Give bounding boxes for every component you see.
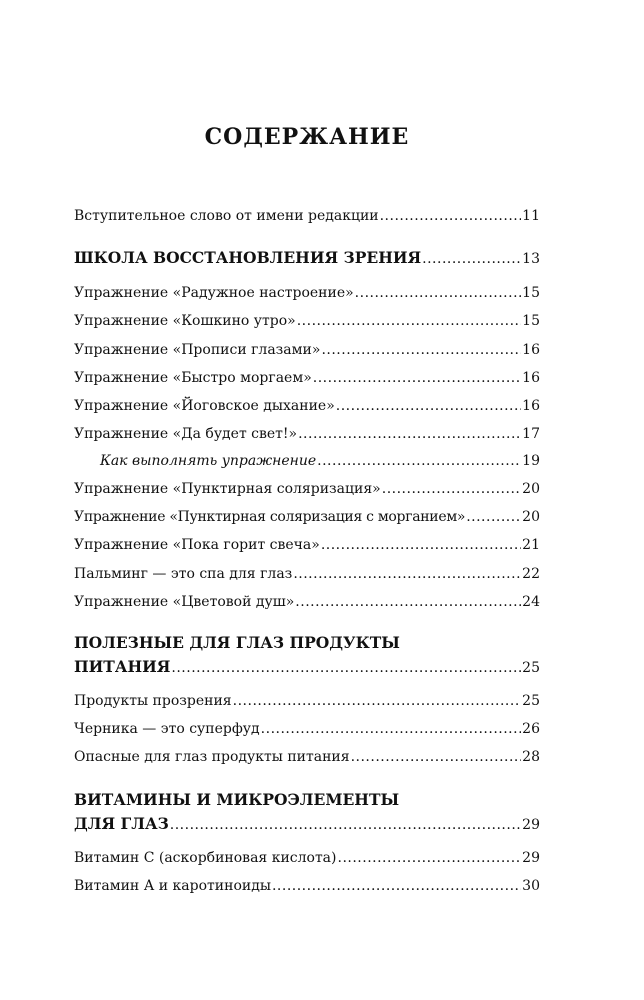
toc-entry-title: Вступительное слово от имени редакции — [74, 208, 379, 224]
dot-leader — [338, 849, 522, 867]
page-title: СОДЕРЖАНИЕ — [204, 124, 410, 150]
toc-entry-page: 25 — [522, 693, 540, 709]
toc-entry-page: 19 — [522, 453, 540, 469]
toc-section-title-line2: ДЛЯ ГЛАЗ — [74, 814, 169, 833]
toc-entry-page: 20 — [522, 509, 540, 525]
toc-entry-page: 29 — [522, 850, 540, 866]
dot-leader — [422, 250, 521, 268]
toc-entry-title: Витамин С (аскорбиновая кислота) — [74, 850, 337, 866]
toc-entry-title: Как выполнять упражнение — [100, 453, 317, 469]
toc-entry[interactable] — [74, 877, 540, 895]
toc-section-heading[interactable] — [74, 249, 540, 268]
toc-section-page: 25 — [522, 660, 540, 676]
toc-entry-title: Упражнение «Цветовой душ» — [74, 594, 295, 610]
dot-leader — [321, 536, 521, 554]
dot-leader — [298, 425, 521, 443]
toc-section-page: 29 — [522, 817, 540, 833]
dot-leader — [380, 207, 522, 225]
toc-entry[interactable] — [74, 397, 540, 415]
dot-leader — [466, 508, 521, 526]
toc-entry[interactable] — [74, 536, 540, 554]
toc-entry[interactable] — [74, 508, 540, 526]
toc-entry-page: 16 — [522, 398, 540, 414]
dot-leader — [321, 341, 521, 359]
toc-entry[interactable] — [74, 425, 540, 443]
toc-entry-page: 17 — [522, 426, 540, 442]
toc-entry[interactable] — [74, 593, 540, 611]
toc-entry-title: Упражнение «Прописи глазами» — [74, 342, 321, 358]
toc-entry[interactable] — [74, 312, 540, 330]
toc-entry-page: 22 — [522, 566, 540, 582]
toc-entry-page: 21 — [522, 537, 540, 553]
dot-leader — [272, 877, 521, 895]
toc-entry[interactable] — [74, 341, 540, 359]
toc-entry-intro[interactable] — [74, 207, 540, 225]
toc-section-heading[interactable] — [74, 658, 540, 677]
toc-entry-title: Витамин А и каротиноиды — [74, 878, 271, 894]
toc-entry-page: 15 — [522, 285, 540, 301]
toc-entry[interactable] — [74, 480, 540, 498]
toc-entry-page: 16 — [522, 342, 540, 358]
toc-entry-page: 26 — [522, 721, 540, 737]
dot-leader — [171, 659, 521, 677]
dot-leader — [355, 284, 522, 302]
dot-leader — [297, 312, 521, 330]
dot-leader — [261, 720, 522, 738]
dot-leader — [233, 692, 522, 710]
dot-leader — [317, 452, 521, 470]
toc-section-title-line2: ПИТАНИЯ — [74, 657, 171, 676]
toc-entry-page: 24 — [522, 594, 540, 610]
toc-section-title-line1[interactable]: ПОЛЕЗНЫЕ ДЛЯ ГЛАЗ ПРОДУКТЫ — [74, 633, 400, 652]
toc-entry-title: Упражнение «Да будет свет!» — [74, 426, 298, 442]
toc-entry-title: Упражнение «Пунктирная соляризация» — [74, 481, 381, 497]
toc-entry-title: Продукты прозрения — [74, 693, 232, 709]
toc-entry-page: 11 — [522, 208, 540, 224]
toc-entry-title: Упражнение «Кошкино утро» — [74, 313, 296, 329]
toc-entry-page: 16 — [522, 370, 540, 386]
toc-entry[interactable] — [74, 369, 540, 387]
dot-leader — [313, 369, 521, 387]
toc-section-title: ШКОЛА ВОССТАНОВЛЕНИЯ ЗРЕНИЯ — [74, 248, 422, 267]
dot-leader — [295, 593, 521, 611]
toc-section-title-line1[interactable]: ВИТАМИНЫ И МИКРОЭЛЕМЕНТЫ — [74, 790, 400, 809]
toc-entry[interactable] — [74, 748, 540, 766]
toc-entry-page: 15 — [522, 313, 540, 329]
toc-entry[interactable] — [74, 565, 540, 583]
toc-entry-title: Упражнение «Быстро моргаем» — [74, 370, 312, 386]
toc-entry[interactable] — [74, 284, 540, 302]
toc-entry-page: 28 — [522, 749, 540, 765]
toc-entry-title: Упражнение «Радужное настроение» — [74, 285, 354, 301]
toc-entry-title: Упражнение «Йоговское дыхание» — [74, 398, 335, 414]
dot-leader — [336, 397, 521, 415]
dot-leader — [293, 565, 521, 583]
toc-subentry[interactable] — [74, 452, 540, 470]
toc-entry-title: Опасные для глаз продукты питания — [74, 749, 350, 765]
toc-section-page: 13 — [522, 251, 540, 267]
toc-entry-title: Черника — это суперфуд — [74, 721, 260, 737]
toc-entry[interactable] — [74, 849, 540, 867]
toc-entry-page: 30 — [522, 878, 540, 894]
toc-page — [74, 0, 540, 1000]
toc-entry-title: Упражнение «Пунктирная соляризация с морганием» — [74, 509, 466, 525]
toc-entry[interactable] — [74, 692, 540, 710]
dot-leader — [351, 748, 522, 766]
dot-leader — [382, 480, 521, 498]
toc-entry-title: Пальминг — это спа для глаз — [74, 566, 293, 582]
dot-leader — [170, 816, 521, 834]
toc-entry[interactable] — [74, 720, 540, 738]
toc-entry-page: 20 — [522, 481, 540, 497]
toc-entry-title: Упражнение «Пока горит свеча» — [74, 537, 320, 553]
toc-section-heading[interactable] — [74, 815, 540, 834]
